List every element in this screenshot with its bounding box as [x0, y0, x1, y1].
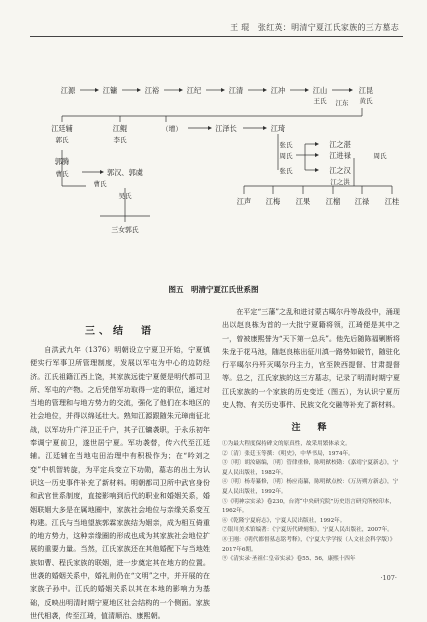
- page-number: ·107·: [380, 574, 397, 582]
- body-paragraph: 自洪武九年（1376）明朝设立宁夏卫开始，宁夏镇便实行军事卫所管理制度，发展以军屯为中心的边防经济。江氏祖籍江西上饶，其家族远徙宁夏便是明代都司卫所、军屯的产物。之后凭借军功取得一定的职位，通过对当地的管理和与地方势力的交流，强化了他们在本地区的社会地位，并得以绵延壮大。熟知江源跟随朱元璋南征北战，以军功升广洋卫正千户，其子江镛袭职，于永乐初年奉调宁夏前卫，遂世居宁夏。军功袭替，传六代至江廷辅。江廷辅在当地屯田治理中有积极作为；在“吟刘之变”中机智转旋，为平定兵变立下功勋，墓志的出土为认识这一历史事件补充了新材料。明朝都司卫所中武官身份和武官世系制度，直接影响到后代的职业和婚姻关系，婚姻联姻大多是在属地圈中，家族社会地位与亲缘关系变互构建。江氏与当地望族郭霖家族结为姻亲，成为相互倚重的地方势力，这种亲缘圈的形成也成为其家族社会地位扩展的重要力量。当然，江氏家族还在其他婚配下与当地姓族如曹、程氏家族的联姻，进一步奠定其在地方的位置。世袭的婚姻关系中，婚礼则仍在“文明”之中，并开展的在家族子孙中。江氏的婚姻关系以其在本地的影响力为基础，反映出明清时期宁夏地区社会结构的一个侧面。家族世代相袭，传至江琦，值清顺治、康熙朝。: [30, 345, 210, 620]
- node-jiang-zechang: 江泽长: [215, 124, 237, 133]
- spouse-cao: 曹氏: [55, 170, 69, 178]
- running-title: 王 琨 张红英：明清宁夏江氏家族的三方墓志: [230, 23, 399, 32]
- spouse-zhou: 周氏: [279, 152, 293, 160]
- spouse-cao-2: 曹氏: [93, 180, 107, 188]
- body-left-column: [30, 343, 210, 622]
- notes-title: 注 释: [291, 423, 331, 433]
- node-jiang-zhihan: 江之汉: [329, 166, 351, 175]
- node-jiang-yu: 江裕: [144, 86, 160, 95]
- note-item: ⑥《乾隆宁夏府志》，宁夏人民出版社，1992年。: [222, 517, 346, 524]
- node-jiang-jinlu: 江进禄: [329, 151, 351, 160]
- node-jiang-dong: 江东: [335, 99, 349, 107]
- node-guo-teng: 郭腾: [54, 157, 70, 166]
- note-item: ⑧王刚：《明代都督墓志铭考释》，《宁夏大学学报（人文社会科学版）》2017年6期。: [222, 536, 396, 553]
- node-jiang-ji: 江纪: [186, 86, 202, 95]
- spouse-li: 李氏: [113, 136, 127, 144]
- note-item: ⑨《清实录·圣祖仁皇帝实录》卷55、56，康熙十四年: [222, 556, 356, 563]
- node-jiang-mei: 江梅: [265, 197, 281, 206]
- genealogy-tree: [0, 0, 427, 300]
- spouse-guo: 郭氏: [55, 136, 69, 144]
- note-item: ③〔明〕胡汝砺编，〔明〕管律重修，陈明猷校勘：《嘉靖宁夏新志》，宁夏人民出版社，1982年。: [222, 460, 399, 476]
- section-title: 三、结 语: [85, 326, 155, 337]
- spouse-huang: 黄氏: [359, 97, 373, 105]
- spouse-zhou-2: 周氏: [373, 152, 387, 160]
- node-zeng: （增）: [161, 125, 183, 133]
- node-jiang-yong: 江镛: [102, 86, 118, 95]
- node-jiang-liu: 江榴: [325, 197, 341, 206]
- note-item: ⑤《明神宗实录》卷230，台湾“中央研究院”历史语言研究所校印本，1962年。: [222, 498, 396, 515]
- node-jiang-kun2: 江鲲: [112, 124, 128, 133]
- node-jiang-gui: 江桂: [384, 197, 400, 206]
- figure-caption: 图五 明清宁夏江氏世系图: [168, 285, 259, 294]
- notes-list: [222, 440, 400, 565]
- node-jiang-zhihong: 江之洪: [330, 178, 350, 186]
- node-jiang-zhizhan: 江之湛: [329, 140, 351, 149]
- node-jiang-lu: 江禄: [354, 197, 370, 206]
- note-item: ①为最大程度保持碑文的原真性，故采用繁体录文。: [222, 441, 351, 447]
- node-jiang-chong: 江冲: [270, 86, 286, 95]
- node-jiang-shan: 江山: [312, 86, 328, 95]
- node-guo-han-yu: 郭汉、郭虞: [107, 168, 143, 177]
- node-jiang-sheng: 江声: [236, 197, 252, 206]
- node-jiang-tingfu: 江廷辅: [51, 124, 73, 133]
- note-item: ②〔清〕张廷玉等撰：《明史》，中华书局，1974年。: [222, 450, 354, 457]
- node-jiang-qing: 江清: [228, 86, 244, 95]
- node-jiang-yuan: 江源: [60, 86, 76, 95]
- note-item: ④〔明〕杨寿纂修，〔明〕杨应南纂，陈明猷点校：《万历朔方新志》，宁夏人民出版社，1992年。: [222, 479, 399, 495]
- note-item: ⑦银川美术馆编著：《宁夏历代碑刻集》，宁夏人民出版社，2007年。: [222, 527, 393, 534]
- spouse-wu: 吴氏: [118, 192, 132, 200]
- spouse-zhang-2: 张氏: [279, 167, 293, 175]
- node-jiang-qi: 江琦: [270, 124, 286, 133]
- body-paragraph: 在平定“三藩”之乱和进讨蒙古噶尔丹等战役中，涌现出以赵良栋为首的一大批宁夏籍将领，江琦便是其中之一，曾被康熙誉为“天下第一总兵”。他先后随陈福剿断将朱龙于花马池，随赵良栋出征川滇一路势如破竹，随驻化行平噶尔丹歼灭噶尔丹主力，官至陕西提督、甘肃提督等。总之，江氏家族的这三方墓志，记录了明清时期宁夏江氏家族的一个家族的历史变迁（图五），为认识宁夏历史人物、有关历史事件、民族文化交融等补充了新材料。: [222, 307, 400, 410]
- node-third-daughter-guo: 三女郭氏: [111, 226, 139, 234]
- node-jiang-kun: 江昆: [358, 86, 374, 95]
- spouse-zhang-1: 张氏: [279, 141, 293, 149]
- spouse-wang: 王氏: [313, 97, 327, 105]
- node-jiang-guo: 江果: [295, 197, 311, 206]
- body-right-column: [222, 305, 400, 411]
